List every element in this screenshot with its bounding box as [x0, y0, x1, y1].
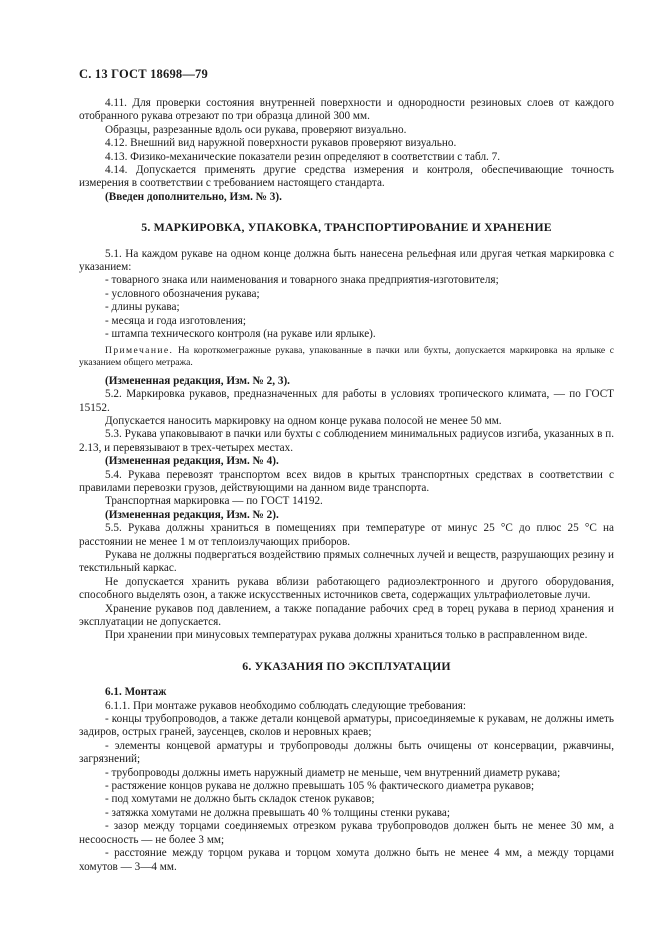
note-text: На короткомегражные рукава, упакованные в пачки или бухты, допускается маркировка на ярлыке с указанием общего метража. — [79, 344, 614, 369]
paragraph-4-11: 4.11. Для проверки состояния внутренней поверхности и однородности резиновых слоев от каждого отобранного рукава отрезают по три образца длиной 300 мм. — [79, 97, 614, 123]
paragraph-5-3: 5.3. Рукава упаковывают в пачки или бухты с соблюдением минимальных радиусов изгиба, указанных в п. 2.13, и перевязывают в трех-четырех местах. — [79, 428, 614, 454]
paragraph-4-14: 4.14. Допускается применять другие средства измерения и контроля, обеспечивающие точность измерения в соответствии с требованием настоящего стандарта. — [79, 164, 614, 190]
list-item: - длины рукава; — [105, 301, 180, 314]
list-item: - затяжка хомутами не должна превышать 40 % толщины стенки рукава; — [105, 806, 450, 819]
paragraph-5-5-b: Рукава не должны подвергаться воздействию прямых солнечных лучей и веществ, разрушающих резину и текстильный каркас. — [79, 548, 614, 575]
page-header: С. 13 ГОСТ 18698—79 — [79, 67, 208, 81]
list-item: - месяца и года изготовления; — [105, 314, 246, 327]
paragraph-4-12: 4.12. Внешний вид наружной поверхности рукавов проверяют визуально. — [105, 137, 457, 150]
amendment-note: (Измененная редакция, Изм. № 2). — [105, 508, 279, 521]
paragraph-5-1: 5.1. На каждом рукаве на одном конце должна быть нанесена рельефная или другая четкая маркировка с указанием: — [79, 247, 614, 274]
amendment-note: (Измененная редакция, Изм. № 4). — [105, 455, 279, 468]
list-item: - концы трубопроводов, а также детали концевой арматуры, присоединяемые к рукавам, не должны иметь задиров, острых граней, заусенцев, сколов и неровных краев; — [79, 713, 614, 739]
list-item: - зазор между торцами соединяемых отрезком рукава трубопроводов должен быть не менее 30 мм, а несоосность — не более 3 мм; — [79, 820, 614, 846]
list-item: - штампа технического контроля (на рукаве или ярлыке). — [105, 328, 376, 341]
paragraph-6-1-1: 6.1.1. При монтаже рукавов необходимо соблюдать следующие требования: — [105, 699, 467, 712]
note-paragraph — [79, 345, 614, 370]
list-item: - расстояние между торцом рукава и торцом хомута должно быть не менее 4 мм, а между торцами хомутов — 3—4 мм. — [79, 847, 614, 873]
section-6-title: 6. УКАЗАНИЯ ПО ЭКСПЛУАТАЦИИ — [242, 658, 451, 673]
paragraph-5-5-c: Не допускается хранить рукава вблизи работающего радиоэлектронного и другого оборудования, способного выделять озон, а также искусственных источников света, содержащих ультрафиолетовые лучи. — [79, 575, 614, 602]
note-label: Примечание. — [105, 344, 174, 356]
paragraph-5-4: 5.4. Рукава перевозят транспортом всех видов в крытых транспортных средствах в соответствии с правилами перевозки грузов, действующими на данном виде транспорта. — [79, 468, 614, 494]
section-5-title: 5. МАРКИРОВКА, УПАКОВКА, ТРАНСПОРТИРОВАНИЕ И ХРАНЕНИЕ — [141, 220, 552, 235]
list-item: - растяжение концов рукава не должно превышать 105 % фактического диаметра рукавов; — [105, 780, 535, 793]
paragraph-5-5: 5.5. Рукава должны храниться в помещениях при температуре от минус 25 °С до плюс 25 °С на расстоянии не менее 1 м от теплоизлучающих приборов. — [79, 522, 614, 548]
amendment-note: (Измененная редакция, Изм. № 2, 3). — [105, 374, 290, 387]
list-item: - трубопроводы должны иметь наружный диаметр не меньше, чем внутренний диаметр рукава; — [105, 766, 561, 779]
paragraph-4-13: 4.13. Физико-механические показатели резин определяют в соответствии с табл. 7. — [105, 150, 501, 163]
list-item: - под хомутами не должно быть складок стенок рукавов; — [105, 793, 375, 806]
subsection-6-1-title: 6.1. Монтаж — [105, 686, 167, 699]
document-body — [79, 97, 614, 874]
list-item: - элементы концевой арматуры и трубопроводы должны быть очищены от консервации, ржавчины, загрязнений; — [79, 739, 614, 766]
paragraph-4-11-b: Образцы, разрезанные вдоль оси рукава, проверяют визуально. — [105, 123, 407, 136]
paragraph-5-5-e: При хранении при минусовых температурах рукава должны храниться только в расправленном виде. — [105, 629, 588, 642]
list-item: - товарного знака или наименования и товарного знака предприятия-изготовителя; — [105, 274, 499, 287]
paragraph-5-5-d: Хранение рукавов под давлением, а также попадание рабочих сред в торец рукава в период хранения и эксплуатации не допускается. — [79, 602, 614, 628]
paragraph-5-2-b: Допускается наносить маркировку на одном конце рукава полосой не менее 50 мм. — [105, 414, 502, 427]
amendment-note: (Введен дополнительно, Изм. № 3). — [105, 190, 282, 203]
paragraph-5-4-b: Транспортная маркировка — по ГОСТ 14192. — [105, 495, 323, 508]
list-item: - условного обозначения рукава; — [105, 287, 260, 300]
paragraph-5-2: 5.2. Маркировка рукавов, предназначенных для работы в условиях тропического климата, — по ГОСТ 15152. — [79, 388, 614, 414]
